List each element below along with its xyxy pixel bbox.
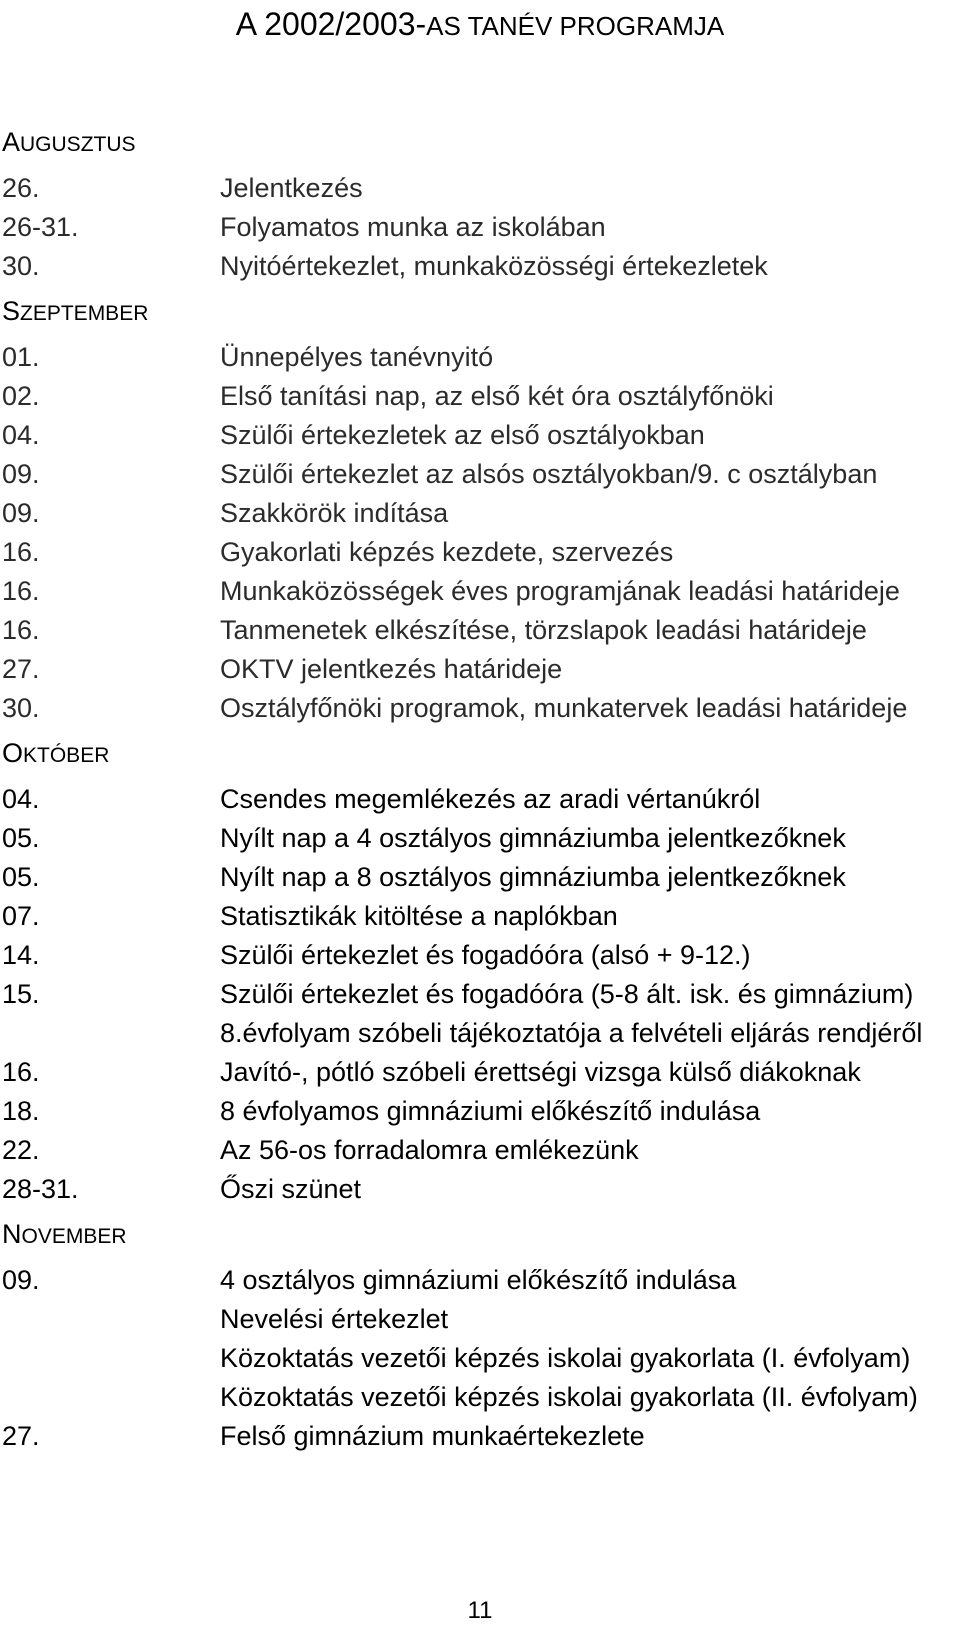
row-date: 09.	[2, 1265, 40, 1295]
row-date: 02.	[2, 381, 40, 411]
row-text: Gyakorlati képzés kezdete, szervezés	[220, 537, 674, 567]
row-text: Jelentkezés	[220, 173, 363, 203]
row-text: Javító-, pótló szóbeli érettségi vizsga külső diákoknak	[220, 1057, 861, 1087]
row-date: 27.	[2, 654, 40, 684]
schedule-row	[2, 974, 952, 1014]
row-text: 8 évfolyamos gimnáziumi előkészítő indulása	[220, 1096, 761, 1126]
schedule-row	[2, 337, 952, 377]
row-text: Folyamatos munka az iskolában	[220, 212, 606, 242]
row-date: 30.	[2, 251, 40, 281]
schedule-row	[2, 1299, 952, 1339]
row-text: Az 56-os forradalomra emlékezünk	[220, 1135, 639, 1165]
schedule-row	[2, 1338, 952, 1378]
page-number: 11	[467, 1597, 493, 1624]
row-text: Osztályfőnöki programok, munkatervek leadási határideje	[220, 693, 908, 723]
row-date: 04.	[2, 784, 40, 814]
row-date: 27.	[2, 1421, 40, 1451]
row-date: 07.	[2, 901, 40, 931]
schedule-row	[2, 207, 952, 247]
schedule-row	[2, 415, 952, 455]
row-text: Szülői értekezlet az alsós osztályokban/9. c osztályban	[220, 459, 878, 489]
schedule-row	[2, 1091, 952, 1131]
schedule-row	[2, 1377, 952, 1417]
schedule-row	[2, 246, 952, 286]
row-text: Közoktatás vezetői képzés iskolai gyakorlata (I. évfolyam)	[220, 1343, 911, 1373]
schedule-row	[2, 168, 952, 208]
schedule-row	[2, 649, 952, 689]
row-text: Munkaközösségek éves programjának leadási határideje	[220, 576, 900, 606]
row-text: Közoktatás vezetői képzés iskolai gyakorlata (II. évfolyam)	[220, 1382, 918, 1412]
row-text: Szülői értekezletek az első osztályokban	[220, 420, 705, 450]
row-date: 16.	[2, 1057, 40, 1087]
row-text: Első tanítási nap, az első két óra osztályfőnöki	[220, 381, 774, 411]
row-text: Tanmenetek elkészítése, törzslapok leadási határideje	[220, 615, 867, 645]
row-date: 01.	[2, 342, 40, 372]
schedule-row	[2, 532, 952, 572]
schedule-row	[2, 779, 952, 819]
schedule-row	[2, 1052, 952, 1092]
schedule-row	[2, 818, 952, 858]
row-text: Felső gimnázium munkaértekezlete	[220, 1421, 645, 1451]
row-text: Nevelési értekezlet	[220, 1304, 449, 1334]
row-date: 09.	[2, 459, 40, 489]
row-text: 8.évfolyam szóbeli tájékoztatója a felvételi eljárás rendjéről	[220, 1018, 923, 1048]
row-date: 15.	[2, 979, 40, 1009]
schedule-row	[2, 454, 952, 494]
row-text: Csendes megemlékezés az aradi vértanúkról	[220, 784, 761, 814]
schedule-row	[2, 1169, 952, 1209]
schedule-row	[2, 935, 952, 975]
schedule-row	[2, 896, 952, 936]
schedule-row	[2, 610, 952, 650]
row-text: Nyitóértekezlet, munkaközösségi értekezletek	[220, 251, 768, 281]
row-text: Ünnepélyes tanévnyitó	[220, 342, 494, 372]
schedule-row	[2, 493, 952, 533]
row-text: Statisztikák kitöltése a naplókban	[220, 901, 618, 931]
row-date: 05.	[2, 862, 40, 892]
row-text: Szülői értekezlet és fogadóóra (5-8 ált. isk. és gimnázium)	[220, 979, 914, 1009]
schedule-row	[2, 857, 952, 897]
month-heading-november: NOVEMBER	[2, 1219, 127, 1249]
row-text: Nyílt nap a 4 osztályos gimnáziumba jelentkezőknek	[220, 823, 846, 853]
month-heading-oktober: OKTÓBER	[2, 738, 110, 768]
row-text: Szülői értekezlet és fogadóóra (alsó + 9-12.)	[220, 940, 751, 970]
schedule-row	[2, 1130, 952, 1170]
month-heading-szeptember: SZEPTEMBER	[2, 296, 149, 326]
page-title	[0, 4, 960, 46]
row-date: 16.	[2, 615, 40, 645]
row-date: 26.	[2, 173, 40, 203]
row-text: OKTV jelentkezés határideje	[220, 654, 563, 684]
title-rest: AS TANÉV PROGRAMJA	[426, 11, 725, 41]
row-text: Szakkörök indítása	[220, 498, 449, 528]
month-heading-augusztus: AUGUSZTUS	[2, 127, 136, 157]
schedule-row	[2, 571, 952, 611]
schedule-row	[2, 1416, 952, 1456]
row-text: 4 osztályos gimnáziumi előkészítő indulása	[220, 1265, 737, 1295]
schedule-row	[2, 376, 952, 416]
row-text: Őszi szünet	[220, 1174, 362, 1204]
row-date: 28-31.	[2, 1174, 79, 1204]
title-main: A 2002/2003-	[235, 6, 427, 42]
schedule-row	[2, 688, 952, 728]
schedule-row	[2, 1260, 952, 1300]
row-date: 16.	[2, 537, 40, 567]
row-date: 16.	[2, 576, 40, 606]
row-date: 05.	[2, 823, 40, 853]
row-date: 18.	[2, 1096, 40, 1126]
row-date: 30.	[2, 693, 40, 723]
row-date: 26-31.	[2, 212, 79, 242]
row-date: 22.	[2, 1135, 40, 1165]
row-date: 04.	[2, 420, 40, 450]
schedule-row	[2, 1013, 952, 1053]
row-text: Nyílt nap a 8 osztályos gimnáziumba jelentkezőknek	[220, 862, 846, 892]
row-date: 09.	[2, 498, 40, 528]
row-date: 14.	[2, 940, 40, 970]
